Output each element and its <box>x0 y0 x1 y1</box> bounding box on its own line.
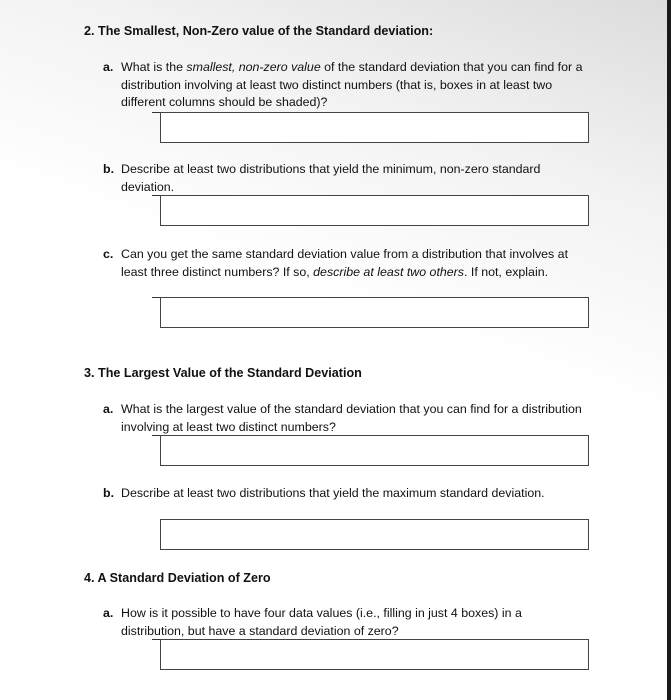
question-letter: a. <box>103 402 114 416</box>
question-text: . If not, explain. <box>464 264 549 279</box>
answer-box-3b[interactable] <box>160 519 589 550</box>
question-2b <box>103 161 583 196</box>
section-heading-3: 3. The Largest Value of the Standard Deviation <box>84 366 362 380</box>
question-text: Describe at least two distributions that yield the minimum, non-zero standard deviation. <box>121 162 541 194</box>
question-emphasis: describe at least two others <box>313 264 464 279</box>
question-2c <box>103 246 583 281</box>
question-text: How is it possible to have four data values (i.e., filling in just 4 boxes) in a distribution, but have a standard deviation of zero? <box>121 606 522 638</box>
question-text: What is the largest value of the standard deviation that you can find for a distribution involving at least two distinct numbers? <box>121 402 582 434</box>
answer-box-3a[interactable] <box>160 435 589 466</box>
page-edge <box>667 0 671 700</box>
question-letter: a. <box>103 60 114 74</box>
answer-box-2a[interactable] <box>160 112 589 143</box>
answer-box-4a[interactable] <box>160 639 589 670</box>
question-3b <box>103 485 583 503</box>
question-letter: a. <box>103 606 114 620</box>
question-2a <box>103 59 583 112</box>
question-letter: b. <box>103 486 115 500</box>
answer-box-2c[interactable] <box>160 297 589 328</box>
question-letter: b. <box>103 162 115 176</box>
section-heading-2: 2. The Smallest, Non-Zero value of the Standard deviation: <box>84 24 434 38</box>
question-text: of the standard deviation that you can find for a distribution involving at least two distinct numbers (that is, boxes in at least two different columns should be shaded)? <box>121 60 583 109</box>
answer-box-2b[interactable] <box>160 195 589 226</box>
question-letter: c. <box>103 247 114 261</box>
question-4a <box>103 605 583 640</box>
question-text: What is the <box>121 60 187 74</box>
section-heading-4: 4. A Standard Deviation of Zero <box>84 571 271 585</box>
question-text: Can you get the same standard deviation value from a distribution that involves at least three distinct numbers? If so, <box>121 247 569 279</box>
question-emphasis: smallest, non-zero value <box>186 60 321 74</box>
question-text: Describe at least two distributions that yield the maximum standard deviation. <box>121 486 545 500</box>
question-3a <box>103 401 583 436</box>
